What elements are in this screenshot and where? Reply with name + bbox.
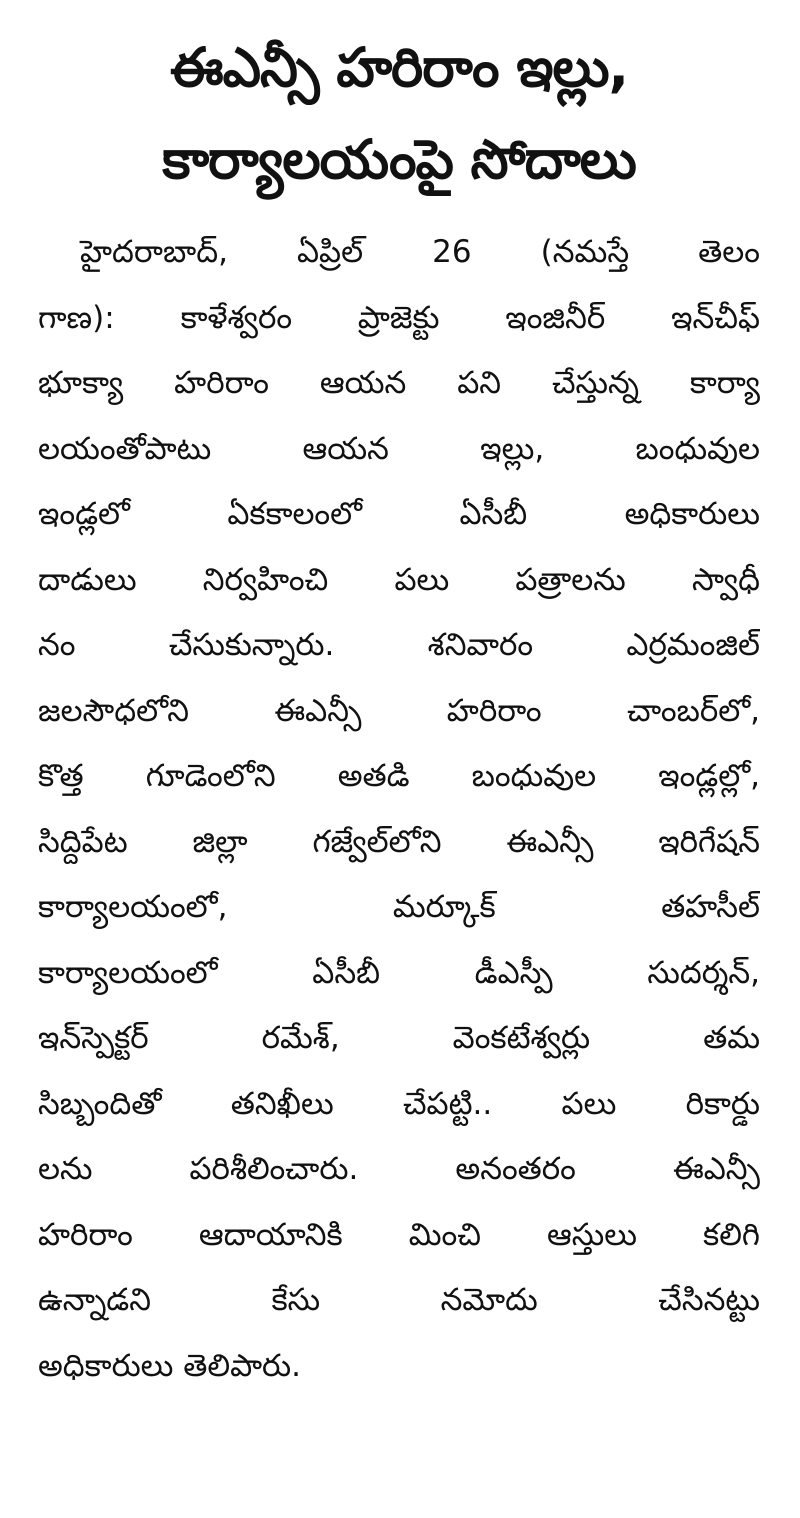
body-line-8: జలసౌధలోని ఈఎన్సీ హరిరాం చాంబర్‌లో,: [38, 692, 760, 729]
body-line-9: కొత్త గూడెంలోని అతడి బంధువుల ఇండ్లల్లో,: [38, 758, 760, 794]
body-line-10: సిద్దిపేట జిల్లా గజ్వేల్‌లోని ఈఎన్సీ ఇరిగేషన్: [38, 823, 760, 860]
body-line-2: గాణ): కాళేశ్వరం ప్రాజెక్టు ఇంజినీర్ ఇన్‌చీఫ్: [38, 299, 760, 336]
body-line-6: దాడులు నిర్వహించి పలు పత్రాలను స్వాధీ: [38, 561, 760, 598]
body-line-16: హరిరాం ఆదాయానికి మించి ఆస్తులు కలిగి: [38, 1216, 760, 1253]
body-line-13: ఇన్‌స్పెక్టర్ రమేశ్, వెంకటేశ్వర్లు తమ: [38, 1020, 760, 1056]
headline-line-1: ఈఎన్సీ హరిరాం ఇల్లు,: [169, 36, 629, 99]
headline-line-2: కార్యాలయంపై సోదాలు: [162, 128, 636, 191]
body-line-5: ఇండ్లలో ఏకకాలంలో ఏసీబీ అధికారులు: [38, 496, 760, 532]
body-line-3: భూక్యా హరిరాం ఆయన పని చేస్తున్న కార్యా: [38, 365, 760, 401]
body-line-12: కార్యాలయంలో ఏసీబీ డీఎస్పీ సుదర్శన్,: [38, 954, 760, 991]
body-line-7: నం చేసుకున్నారు. శనివారం ఎర్రమంజిల్: [38, 627, 760, 663]
body-line-4: లయంతోపాటు ఆయన ఇల్లు, బంధువుల: [38, 430, 760, 467]
article-body: [38, 220, 760, 1399]
body-line-11: కార్యాలయంలో, మర్కూక్ తహసీల్: [38, 889, 760, 925]
body-line-17: ఉన్నాడని కేసు నమోదు చేసినట్టు: [38, 1282, 760, 1318]
body-line-14: సిబ్బందితో తనిఖీలు చేపట్టి.. పలు రికార్డు: [38, 1085, 760, 1122]
body-line-1: హైదరాబాద్, ఏప్రిల్ 26 (నమస్తే తెలం: [80, 234, 760, 270]
body-line-15: లను పరిశీలించారు. అనంతరం ఈఎన్సీ: [38, 1151, 760, 1187]
headline: [38, 22, 760, 206]
body-line-18: అధికారులు తెలిపారు.: [38, 1347, 301, 1384]
